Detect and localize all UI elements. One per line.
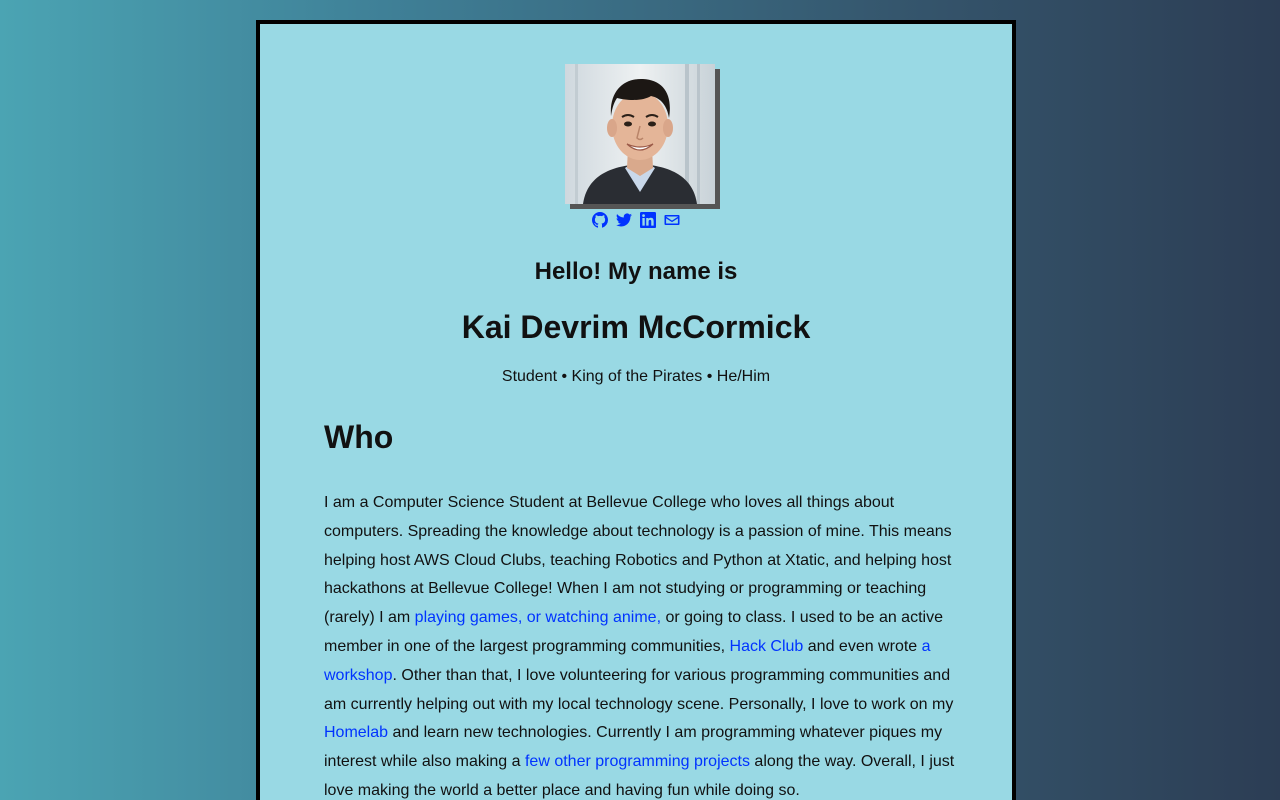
who-text-1: I am a Computer Science Student at Bellevue College who loves all things about computers. Spreading the knowledge about technology is a passion of mine. This means helping host AWS Cloud Clubs, teaching Robotics and Python at Xtatic, and helping host hackathons at Bellevue College! When I am not studying or programming or teaching (rarely) I am (324, 494, 952, 627)
who-paragraph (324, 489, 960, 800)
projects-link[interactable]: few other programming projects (524, 753, 750, 771)
social-links (260, 212, 1012, 228)
greeting-heading: Hello! My name is (534, 258, 738, 285)
who-text-5: and learn new technologies. Currently I am programming whatever piques my interest while also making a (324, 724, 943, 771)
who-section-title: Who (324, 419, 394, 455)
avatar (565, 64, 715, 204)
twitter-icon[interactable] (616, 212, 632, 228)
avatar-frame (565, 64, 720, 209)
who-text-6: along the way. Overall, I just love making the world a better place and having fun while doing so. (324, 753, 955, 799)
who-text-4: . Other than that, I love volunteering for various programming communities and am currently helping out with my local technology scene. Personally, I love to work on my (324, 666, 954, 713)
workshop-link[interactable]: a workshop (324, 637, 931, 684)
who-text-3: and even wrote (803, 637, 922, 655)
github-icon[interactable] (592, 212, 608, 228)
profile-card (256, 20, 1016, 800)
homelab-link[interactable]: Homelab (324, 724, 389, 742)
linkedin-icon[interactable] (640, 212, 656, 228)
who-text-2: or going to class. I used to be an active member in one of the largest programming communities, (324, 609, 943, 655)
email-icon[interactable] (664, 212, 680, 228)
games-anime-link[interactable]: playing games, or watching anime, (414, 609, 662, 627)
hack-club-link[interactable]: Hack Club (729, 637, 804, 655)
tagline: Student • King of the Pirates • He/Him (501, 368, 771, 385)
page-title: Kai Devrim McCormick (461, 309, 811, 345)
